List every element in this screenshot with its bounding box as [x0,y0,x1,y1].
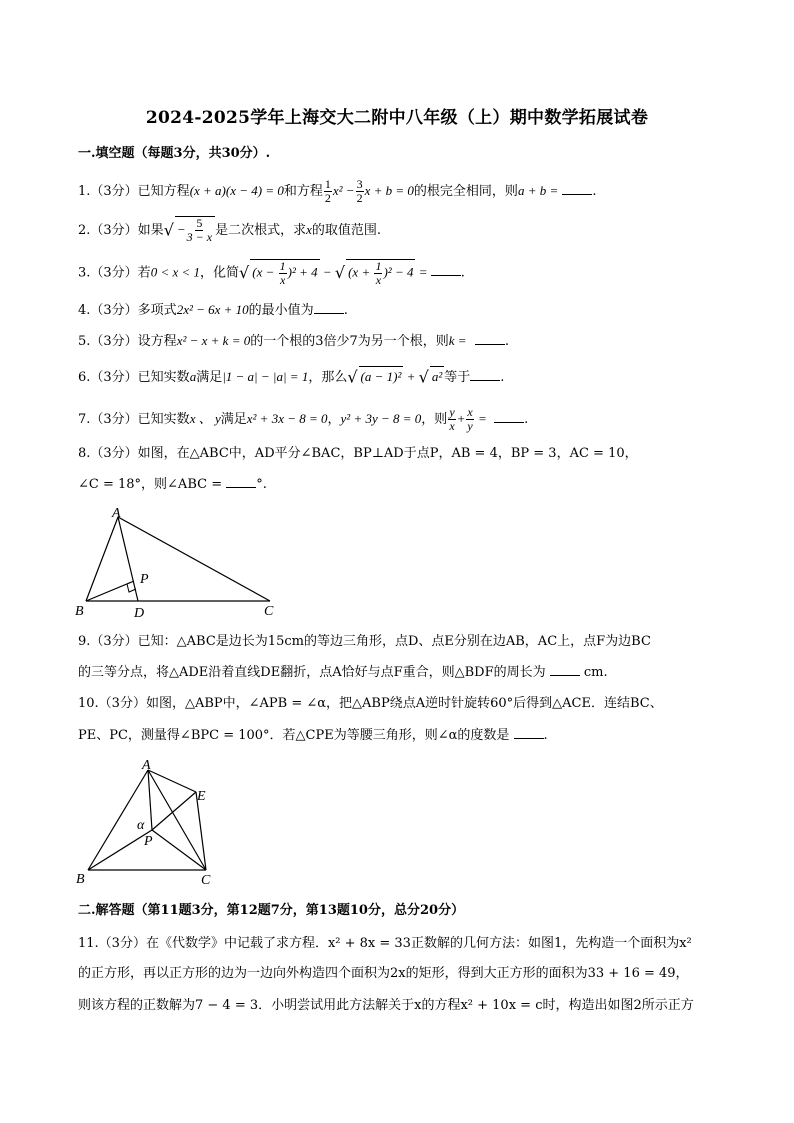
q10-end: . [543,728,548,743]
question-2 [78,216,381,244]
label-a: A [142,758,151,773]
question-11-line-3: 则该方程的正数解为7 − 4 = 3．小明尝试用此方法解关于x的方程x² + 10x = c时，构造出如图2所示正方 [78,998,694,1013]
q3-radicand-1: (x − $\frac{1}{x}$ )² + 4 [252,259,318,287]
section-answer-heading: 二.解答题（第11题3分，第12题7分，第13题10分，总分20分） [78,903,465,918]
q10-text: PE、PC，测量得∠BPC = 100°．若△CPE为等腰三角形，则∠α的度数是 [78,728,510,743]
label-d: D [134,606,145,619]
label-a: A [112,506,121,521]
q6-condition: |1 − a| − |a| = 1 [222,369,309,384]
q3-mid: ，化简 [200,265,240,281]
q6-a: a [189,369,197,384]
q8-end: °. [256,477,267,492]
q2-tail: 是二次根式，求 [215,223,307,238]
q1-mid: 和方程 [283,184,323,199]
q7-answer-blank[interactable] [494,410,524,423]
q5-tail: 的一个根的3倍少7为另一个根，则 [250,334,449,349]
label-b: B [76,872,85,887]
q3-radicand-2: (x + $\frac{1}{x}$ )² − 4 [348,259,414,287]
question-10-line-2 [78,726,548,746]
question-9-line-2 [78,663,608,683]
question-5 [78,331,509,352]
q7-tail: ，则 [421,412,448,427]
q1-frac-half: $\frac{1}{2}$ [324,177,331,205]
figure-rotation-abp [70,756,230,888]
q5-expression: x² − x + k = 0 [176,333,251,348]
q6-answer-blank[interactable] [470,368,500,381]
q8-text: ∠C = 18°，则∠ABC = [78,477,223,492]
q7-xy: x 、 y [189,411,221,426]
q4-tail: 的最小值为 [248,303,314,318]
q1-answer-blank[interactable] [562,182,592,195]
question-3: 3.（3分）若0 < x < 1，化简√ (x − $\frac{1}{x}$ )² + 4 − √ (x + $\frac{1}{x}$ )² − 4 = . [78,259,465,287]
q3-end: . [460,265,465,281]
q7-end: . [524,412,529,427]
q1-tail: 的根完全相同，则 [413,184,518,199]
radical-icon: √ [334,262,346,282]
question-11-line-2: 的正方形，再以正方形的边为一边向外构造四个面积为2x的矩形，得到大正方形的面积为33 + 16 = 49， [78,966,689,981]
figure-triangle-abc [70,503,290,619]
q7-frac-x-over-y: $\frac{x}{y}$ [467,405,473,433]
q6-end: . [500,370,505,385]
question-9-line-1: 9.（3分）已知：△ABC是边长为15cm的等边三角形，点D、点E分别在边AB，AC上，点F为边BC [78,634,651,649]
q1-eq2-part-a: x² − [332,183,355,198]
q4-expression: 2x² − 6x + 10 [176,302,249,317]
label-b: B [75,604,84,619]
q1-frac-three-halves: $\frac{3}{2}$ [356,177,363,205]
label-c: C [264,604,274,619]
radical-icon: √ [418,367,429,387]
label-e: E [197,789,206,804]
q9-text: 的三等分点，将△ADE沿着直线DE翻折，点A恰好与点F重合，则△BDF的周长为 [78,665,546,680]
q5-number: 5.（3分）设方程 [78,334,177,349]
label-alpha: α [137,818,145,833]
radical-icon: √ [239,262,250,282]
q6-radicand-1: (a − 1)² [359,366,404,387]
question-7: 7.（3分）已知实数x 、 y满足x² + 3x − 8 = 0，y² + 3y − 8 = 0，则 $\frac{y}{x}$ + $\frac{x}{y}$ = . [78,405,529,433]
section-fill-in-heading: 一.填空题（每题3分，共30分）. [78,146,271,161]
question-8-line-2 [78,475,267,495]
q3-condition: 0 < x < 1 [150,264,201,280]
exam-title: 2024-2025学年上海交大二附中八年级（上）期中数学拓展试卷 [145,108,649,128]
question-11-line-1: 11.（3分）在《代数学》中记载了求方程．x² + 8x = 33正数解的几何方法：如图1，先构造一个面积为x² [78,936,692,951]
q7-number: 7.（3分）已知实数 [78,412,190,427]
q5-ask: k = [448,333,467,348]
q5-answer-blank[interactable] [475,332,505,345]
q4-number: 4.（3分）多项式 [78,303,177,318]
label-p: P [140,572,149,587]
q6-radicand-2: a² [430,366,444,387]
q6-number: 6.（3分）已知实数 [78,370,190,385]
question-1 [78,178,597,205]
q1-ask: a + b = [517,183,559,198]
q6-tail: 等于 [444,370,471,385]
q7-frac-y-over-x: $\frac{y}{x}$ [449,405,455,433]
q8-answer-blank[interactable] [226,475,256,488]
q6-mid2: ，那么 [308,370,348,385]
q1-number: 1.（3分）已知方程 [78,184,190,199]
q10-answer-blank[interactable] [514,726,544,739]
q7-equation-2: y² + 3y − 8 = 0 [340,411,422,426]
q3-number: 3.（3分）若 [78,265,151,281]
q1-equation-1: (x + a)(x − 4) = 0 [189,183,284,198]
q9-end: cm. [583,665,608,680]
radical-icon: √ [347,367,358,387]
question-4 [78,300,348,321]
q1-end: . [592,184,597,199]
label-p: P [144,834,153,849]
radical-icon: √ [163,220,174,240]
q4-end: . [343,303,348,318]
q1-eq2-part-b: x + b = 0 [364,183,414,198]
q2-radicand: − $\frac{5}{3 - x}$ [175,216,215,244]
q2-number: 2.（3分）如果 [78,223,164,238]
q2-x: x [306,222,312,237]
q6-mid: 满足 [196,370,223,385]
question-10-line-1: 10.（3分）如图，△ABP中，∠APB = ∠α，把△ABP绕点A逆时针旋转60°后得到△ACE．连结BC、 [78,696,663,711]
q5-end: . [504,334,509,349]
q9-answer-blank[interactable] [550,663,580,676]
q2-end: 的取值范围. [311,223,382,238]
q7-mid: 满足 [220,412,247,427]
question-6: 6.（3分）已知实数a满足|1 − a| − |a| = 1，那么√ (a − 1)² + √ a² 等于 . [78,367,505,387]
question-8-line-1: 8.（3分）如图，在△ABC中，AD平分∠BAC，BP⊥AD于点P，AB = 4，BP = 3，AC = 10， [78,446,638,461]
q7-sep: ， [327,412,341,427]
q3-answer-blank[interactable] [431,263,461,276]
q7-equation-1: x² + 3x − 8 = 0 [246,411,328,426]
label-c: C [201,873,211,888]
q4-answer-blank[interactable] [314,301,344,314]
